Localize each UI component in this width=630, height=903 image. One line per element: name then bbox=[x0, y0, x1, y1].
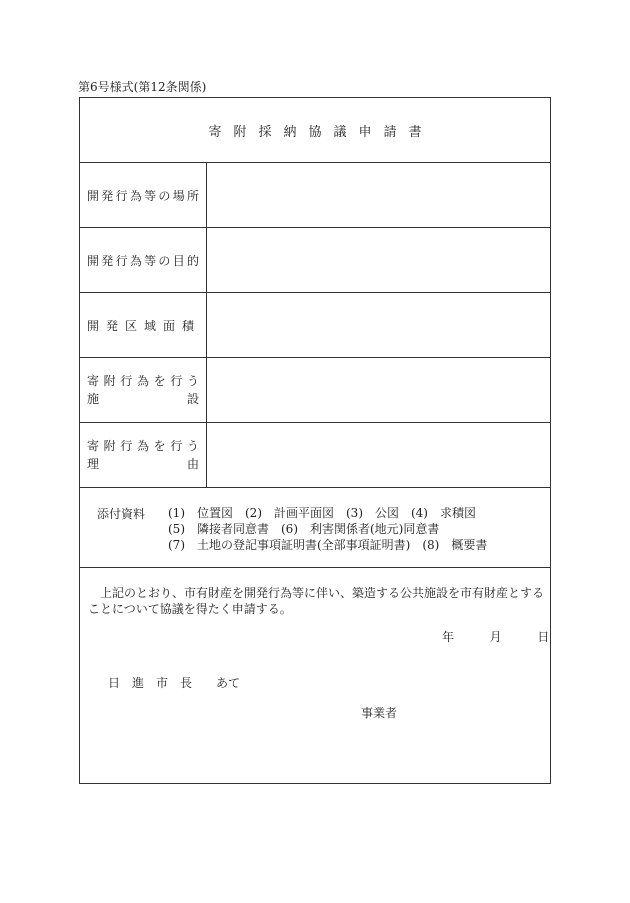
attachments-section bbox=[80, 488, 550, 568]
statement-text: 上記のとおり、市有財産を開発行為等に伴い、築造する公共施設を市有財産とすることについて協議を得たく申請する。 bbox=[88, 586, 545, 616]
attachments-list bbox=[168, 505, 487, 553]
date-year-label: 年 bbox=[442, 630, 455, 644]
row-reason bbox=[80, 423, 550, 488]
location-field[interactable] bbox=[207, 163, 550, 227]
form-title: 寄附採納協議申請書 bbox=[80, 98, 550, 163]
addressee: 日 進 市 長 あて bbox=[108, 676, 241, 690]
attachment-line: (5) 隣接者同意書 (6) 利害関係者(地元)同意書 bbox=[168, 522, 440, 536]
reason-field[interactable] bbox=[207, 423, 550, 487]
purpose-field[interactable] bbox=[207, 228, 550, 292]
date-line bbox=[442, 628, 549, 645]
row-purpose bbox=[80, 228, 550, 293]
row-location bbox=[80, 163, 550, 228]
row-label-purpose: 開発行為等の目的 bbox=[80, 228, 207, 292]
area-field[interactable] bbox=[207, 293, 550, 357]
form-number-label: 第6号様式(第12条関係) bbox=[78, 80, 207, 94]
row-facility bbox=[80, 358, 550, 423]
attachment-line: (1) 位置図 (2) 計画平面図 (3) 公図 (4) 求積図 bbox=[168, 506, 476, 520]
row-label-area: 開発区域面積 bbox=[80, 293, 207, 357]
row-area bbox=[80, 293, 550, 358]
application-form bbox=[79, 97, 551, 784]
row-label-facility: 寄附行為を行う 施設 bbox=[80, 358, 207, 422]
row-label-reason: 寄附行為を行う 理由 bbox=[80, 423, 207, 487]
attachment-line: (7) 土地の登記事項証明書(全部事項証明書) (8) 概要書 bbox=[168, 538, 488, 552]
row-label-location: 開発行為等の場所 bbox=[80, 163, 207, 227]
business-operator-label: 事業者 bbox=[361, 706, 398, 720]
date-month-label: 月 bbox=[489, 630, 502, 644]
attachments-label: 添付資料 bbox=[97, 507, 146, 521]
facility-field[interactable] bbox=[207, 358, 550, 422]
date-day-label: 日 bbox=[537, 630, 550, 644]
